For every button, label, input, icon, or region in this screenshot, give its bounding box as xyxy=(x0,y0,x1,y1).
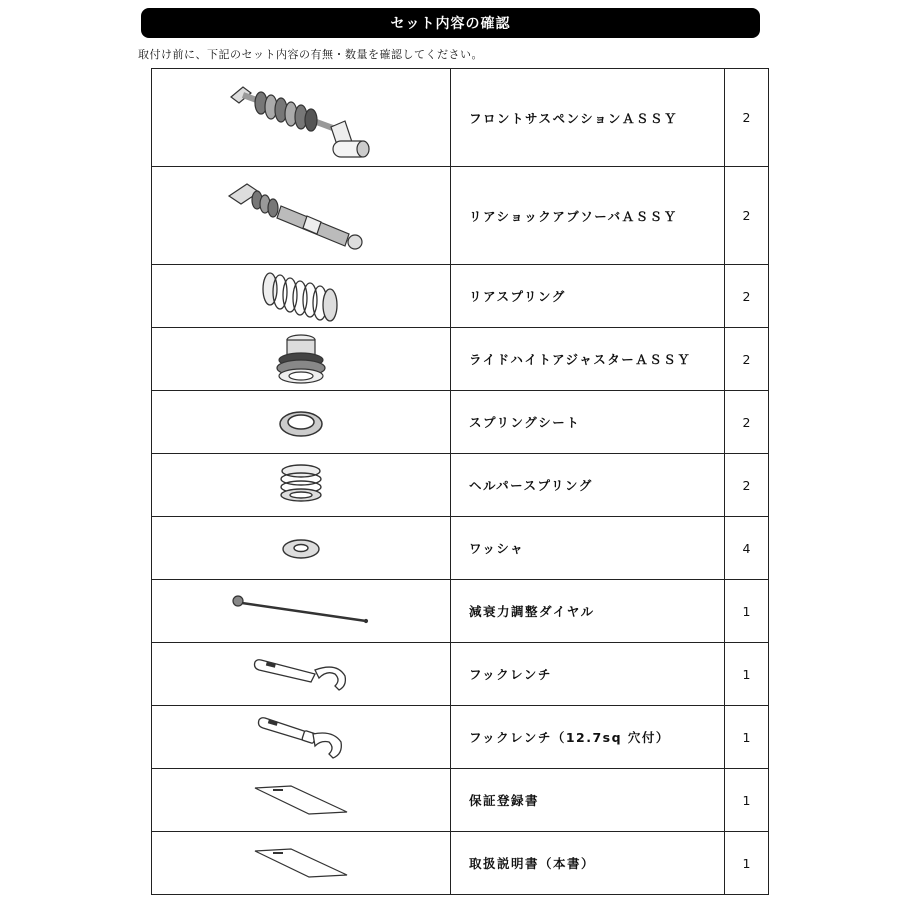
item-name: フックレンチ xyxy=(451,643,725,706)
table-row xyxy=(152,706,769,769)
item-name: 減衰力調整ダイヤル xyxy=(451,580,725,643)
table-row xyxy=(152,580,769,643)
table-row xyxy=(152,69,769,167)
helper-spring-icon xyxy=(276,461,326,509)
item-name: フックレンチ（12.7sq 穴付） xyxy=(451,706,725,769)
table-row xyxy=(152,167,769,265)
item-name: ワッシャ xyxy=(451,517,725,580)
item-qty: 1 xyxy=(725,580,769,643)
item-qty: 2 xyxy=(725,69,769,167)
page-title xyxy=(141,8,760,38)
hook-wrench-with-hole-icon xyxy=(253,712,349,762)
rear-spring-icon xyxy=(256,267,346,325)
item-qty: 2 xyxy=(725,454,769,517)
item-qty: 1 xyxy=(725,769,769,832)
instruction-manual-icon xyxy=(251,845,351,881)
item-name: リアショックアブソーバＡＳＳＹ xyxy=(451,167,725,265)
table-row xyxy=(152,832,769,895)
item-name: ヘルパースプリング xyxy=(451,454,725,517)
ride-height-adjuster-icon xyxy=(271,330,331,388)
table-row xyxy=(152,265,769,328)
rear-shock-absorber-icon xyxy=(221,176,381,256)
washer-icon xyxy=(279,535,323,561)
item-qty: 2 xyxy=(725,265,769,328)
table-row xyxy=(152,517,769,580)
item-name: 取扱説明書（本書） xyxy=(451,832,725,895)
table-row xyxy=(152,328,769,391)
table-row xyxy=(152,391,769,454)
item-qty: 1 xyxy=(725,832,769,895)
hook-wrench-icon xyxy=(249,654,353,694)
item-qty: 2 xyxy=(725,328,769,391)
table-row xyxy=(152,454,769,517)
item-qty: 2 xyxy=(725,391,769,454)
spring-seat-icon xyxy=(276,405,326,439)
item-qty: 4 xyxy=(725,517,769,580)
page-title-text: セット内容の確認 xyxy=(390,16,511,32)
item-qty: 1 xyxy=(725,643,769,706)
item-name: フロントサスペンションＡＳＳＹ xyxy=(451,69,725,167)
item-name: ライドハイトアジャスターＡＳＳＹ xyxy=(451,328,725,391)
item-name: スプリングシート xyxy=(451,391,725,454)
item-name: 保証登録書 xyxy=(451,769,725,832)
item-qty: 2 xyxy=(725,167,769,265)
front-suspension-icon xyxy=(221,75,381,161)
table-row xyxy=(152,643,769,706)
warranty-document-icon xyxy=(251,782,351,818)
damping-dial-icon xyxy=(226,591,376,631)
intro-text: 取付け前に、下記のセット内容の有無・数量を確認してください。 xyxy=(138,48,483,61)
item-name: リアスプリング xyxy=(451,265,725,328)
table-row xyxy=(152,769,769,832)
item-qty: 1 xyxy=(725,706,769,769)
parts-table xyxy=(151,68,769,895)
